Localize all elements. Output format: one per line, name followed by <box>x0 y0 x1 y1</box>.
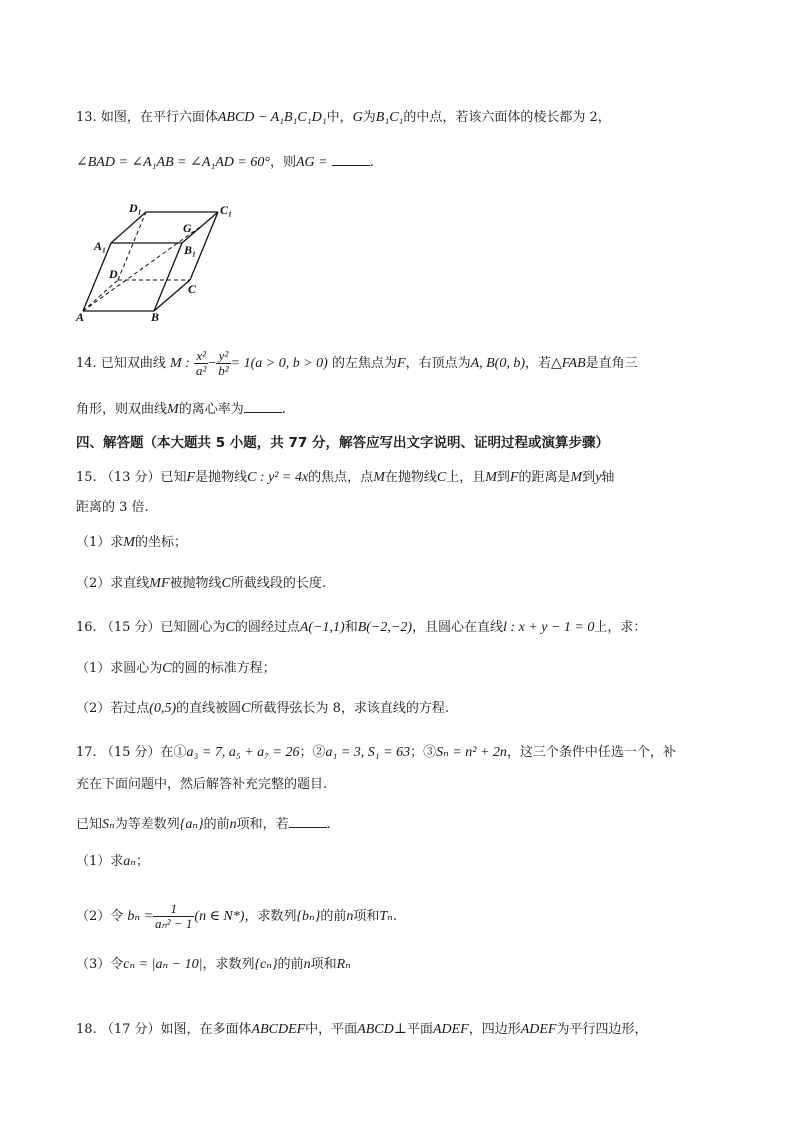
q15-part1: （1）求M的坐标； <box>76 535 187 550</box>
q15-part2: （2）求直线MF被抛物线C所截线段的长度. <box>76 576 326 591</box>
q13-line1: 13. 如图，在平行六面体ABCD − A₁B₁C₁D₁中，G为B₁C₁的中点，若该六面体的棱长都为 2， <box>76 110 611 125</box>
q14-line2: 角形，则双曲线M的离心率为 . <box>76 398 286 419</box>
label-a1: A₁ <box>94 239 107 253</box>
answer-blank[interactable] <box>332 151 370 166</box>
q16-part1: （1）求圆心为C的圆的标准方程； <box>76 661 276 676</box>
label-c: C <box>188 282 197 296</box>
q17-line3: 已知Sₙ为等差数列{aₙ}的前n项和，若 . <box>76 813 331 834</box>
q17-part2: （2）令 bₙ = $\frac{1}{\text{aₙ² − 1}}$ (n ∈ N*)，求数列{bₙ}的前n项和Tₙ. <box>76 901 397 931</box>
q15-line1: 15. （13 分）已知F是抛物线C : y² = 4x的焦点，点M在抛物线C上，且M到F的距离是M到y轴 <box>76 470 615 485</box>
label-g: G <box>183 221 192 235</box>
q14-line1: 14. 已知双曲线 M : $\frac{\text{x²}}{\text{a²}}$ − $\frac{\text{y²}}{\text{b²}}$ = 1(a > 0, b > 0) 的左焦点为F，右顶点为A, B(0, b)，若△FAB是直角三 <box>76 348 638 378</box>
parallelepiped-diagram <box>76 200 233 324</box>
q18-line1: 18. （17 分）如图，在多面体ABCDEF中，平面ABCD⊥平面ADEF，四边形ADEF为平行四边形， <box>76 1022 648 1037</box>
q16-line1: 16. （15 分）已知圆心为C的圆经过点A(−1,1)和B(−2,−2)，且圆心在直线l : x + y − 1 = 0上，求： <box>76 620 647 635</box>
fraction-bn: $\frac{1}{\text{aₙ² − 1}}$ <box>155 901 193 931</box>
q17-line2: 充在下面问题中，然后解答补充完整的题目. <box>76 777 328 792</box>
q13-line2: ∠BAD = ∠A₁AB = ∠A₁AD = 60°，则AG = . <box>76 151 374 172</box>
fraction-y2-b2: $\frac{\text{y²}}{\text{b²}}$ <box>218 348 229 378</box>
q16-part2: （2）若过点(0,5)的直线被圆C所截得弦长为 8，求该直线的方程. <box>76 701 450 716</box>
label-c1: C₁ <box>220 203 233 217</box>
q17-part1: （1）求aₙ； <box>76 854 149 869</box>
label-d: D <box>109 267 118 281</box>
section-heading: 四、解答题（本大题共 5 小题，共 77 分，解答应写出文字说明、证明过程或演算步骤） <box>76 435 609 451</box>
label-a: A <box>76 310 85 324</box>
answer-blank[interactable] <box>244 398 282 413</box>
parallelepiped-figure <box>76 200 233 326</box>
label-b1: B₁ <box>184 243 197 257</box>
fraction-x2-a2: $\frac{\text{x²}}{\text{a²}}$ <box>195 348 207 378</box>
answer-blank[interactable] <box>289 813 327 828</box>
q17-part3: （3）令cₙ = |aₙ − 10|，求数列{cₙ}的前n项和Rₙ <box>76 957 351 972</box>
label-d1: D₁ <box>129 201 142 215</box>
q15-line2: 距离的 3 倍. <box>76 500 149 515</box>
q17-line1: 17. （15 分）在①a₃ = 7, a₅ + a₇ = 26；②a₁ = 3, S₁ = 63；③Sₙ = n² + 2n，这三个条件中任选一个，补 <box>76 745 676 760</box>
label-b: B <box>151 310 160 324</box>
